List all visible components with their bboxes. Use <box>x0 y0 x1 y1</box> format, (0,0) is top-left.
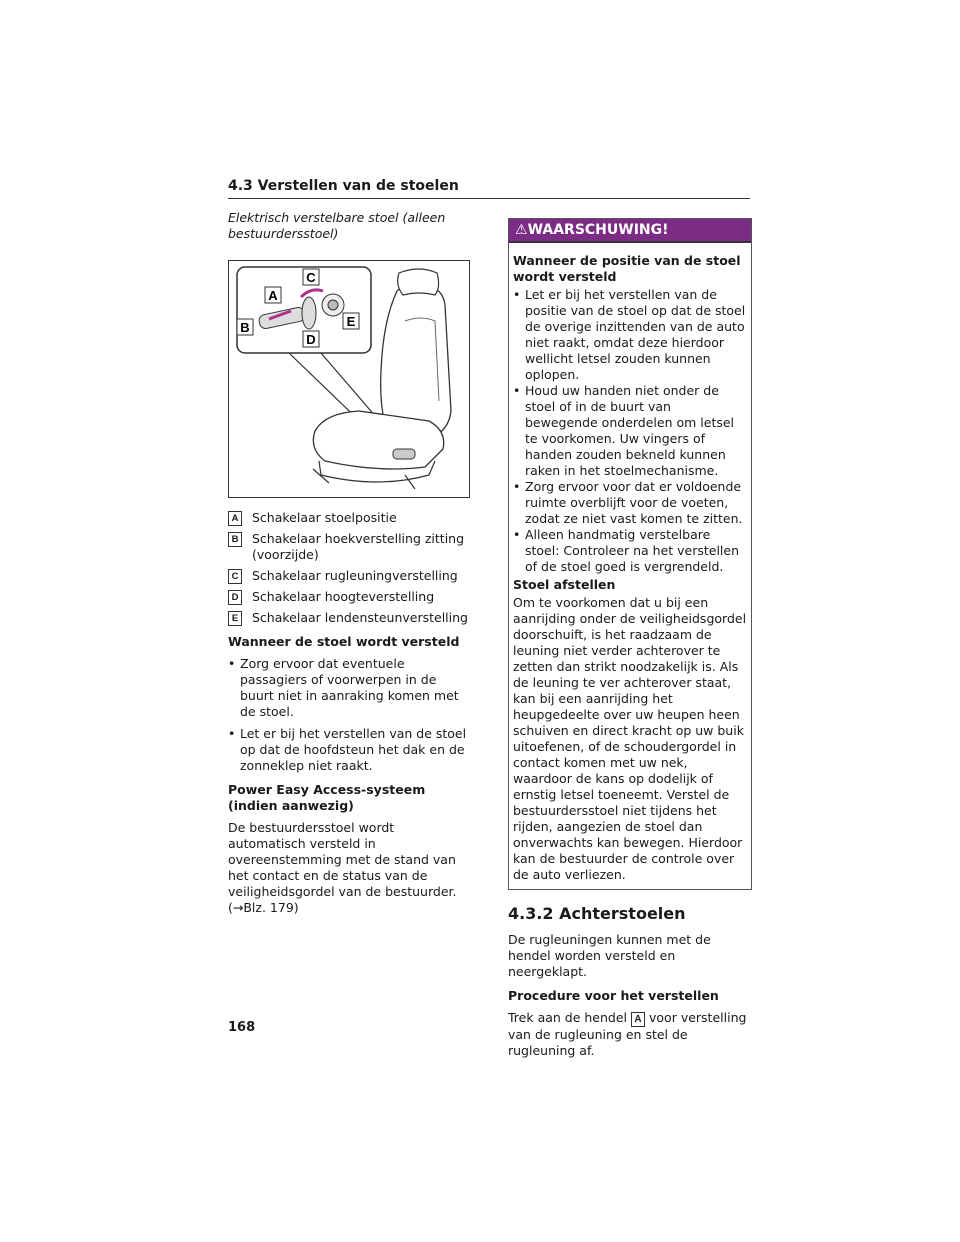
procedure-after: voor verstelling van de rugleuning en stel de rugleuning af. <box>508 1010 747 1058</box>
seat-drawing <box>229 261 469 497</box>
warning-bullet: • Zorg ervoor voor dat er voldoende ruimte overblijft voor de voeten, zodat ze niet vast komen te zitten. <box>513 479 747 527</box>
legend-letter: A <box>228 511 242 526</box>
warning-header <box>509 219 751 243</box>
legend-text: Schakelaar hoekverstelling zitting (voorzijde) <box>252 531 465 562</box>
warning-body <box>509 243 751 889</box>
seat-illustration <box>228 260 470 498</box>
warning-bullets <box>513 287 747 575</box>
section-header <box>228 178 750 199</box>
label-E: E <box>346 314 356 329</box>
warning-bullet: • Let er bij het verstellen van de positie van de stoel op dat de stoel de overige inzittenden van de auto niet raakt, omdat deze hierdoor wellicht letsel zouden kunnen oplopen. <box>513 287 747 383</box>
legend-letter: C <box>228 569 242 584</box>
warning-heading-1: Wanneer de positie van de stoel wordt versteld <box>513 253 741 284</box>
label-B: B <box>240 320 250 335</box>
bullet-item: • Let er bij het verstellen van de stoel op dat de hoofdsteun het dak en de zonneklep niet raakt. <box>228 726 470 774</box>
legend-text: Schakelaar stoelpositie <box>252 510 397 525</box>
legend-text: Schakelaar lendensteunverstelling <box>252 610 468 625</box>
rear-seats-title: 4.3.2 Achterstoelen <box>508 904 686 923</box>
legend-letter: E <box>228 611 242 626</box>
warning-title: WAARSCHUWING! <box>527 222 669 238</box>
legend-item <box>228 510 470 526</box>
warning-icon: ⚠ <box>515 222 528 238</box>
figure-caption: Elektrisch verstelbare stoel (alleen bestuurdersstoel) <box>228 210 446 241</box>
warning-heading-2: Stoel afstellen <box>513 577 616 592</box>
adjust-heading: Wanneer de stoel wordt versteld <box>228 634 460 649</box>
legend-item <box>228 568 470 584</box>
legend-letter: B <box>228 532 242 547</box>
legend-item <box>228 610 470 626</box>
label-C: C <box>306 270 316 285</box>
legend-item <box>228 589 470 605</box>
easy-access-text: De bestuurdersstoel wordt automatisch versteld in overeenstemming met de stand van het contact en de status van de veiligheidsgordel van de bestuurder. (→Blz. 179) <box>228 820 457 915</box>
warning-text-2: Om te voorkomen dat u bij een aanrijding onder de veiligheidsgordel doorschuift, is het raadzaam de leuning niet verder achterover te zetten dan strikt noodzakelijk is. Als de leuning te ver achterover staat, kan bij een aanrijding het heupgedeelte over uw heupen heen schuiven en direct kracht op uw buik uitoefenen, of de schoudergordel in contact komen met uw nek, waardoor de kans op dodelijk of ernstig letsel toeneemt. Verstel de bestuurdersstoel niet tijdens het rijden, aangezien de stoel dan onverwachts kan bewegen. Hierdoor kan de bestuurder de controle over de auto verliezen. <box>513 595 747 882</box>
right-column <box>508 218 750 1065</box>
warning-bullet: • Alleen handmatig verstelbare stoel: Controleer na het verstellen of de stoel goed is vergrendeld. <box>513 527 747 575</box>
legend-list <box>228 510 470 626</box>
procedure-text <box>508 1010 750 1059</box>
left-column <box>228 210 470 922</box>
page-number: 168 <box>228 1020 256 1035</box>
easy-access-heading: Power Easy Access-systeem (indien aanwezig) <box>228 782 426 813</box>
legend-item <box>228 531 470 563</box>
bullet-item: • Zorg ervoor dat eventuele passagiers of voorwerpen in de buurt niet in aanraking komen met de stoel. <box>228 656 470 720</box>
section-title: 4.3 Verstellen van de stoelen <box>228 178 459 194</box>
legend-letter: D <box>228 590 242 605</box>
legend-text: Schakelaar hoogteverstelling <box>252 589 435 604</box>
procedure-letter: A <box>631 1012 645 1027</box>
procedure-before: Trek aan de hendel <box>508 1010 628 1025</box>
procedure-heading: Procedure voor het verstellen <box>508 988 719 1003</box>
legend-text: Schakelaar rugleuningverstelling <box>252 568 458 583</box>
warning-box <box>508 218 752 890</box>
rear-intro: De rugleuningen kunnen met de hendel worden versteld en neergeklapt. <box>508 932 711 979</box>
label-A: A <box>268 288 278 303</box>
label-D: D <box>306 332 316 347</box>
adjust-bullets <box>228 656 470 774</box>
warning-bullet: • Houd uw handen niet onder de stoel of in de buurt van bewegende onderdelen om letsel te voorkomen. Uw vingers of handen zouden bekneld kunnen raken in het stoelmechanisme. <box>513 383 747 479</box>
